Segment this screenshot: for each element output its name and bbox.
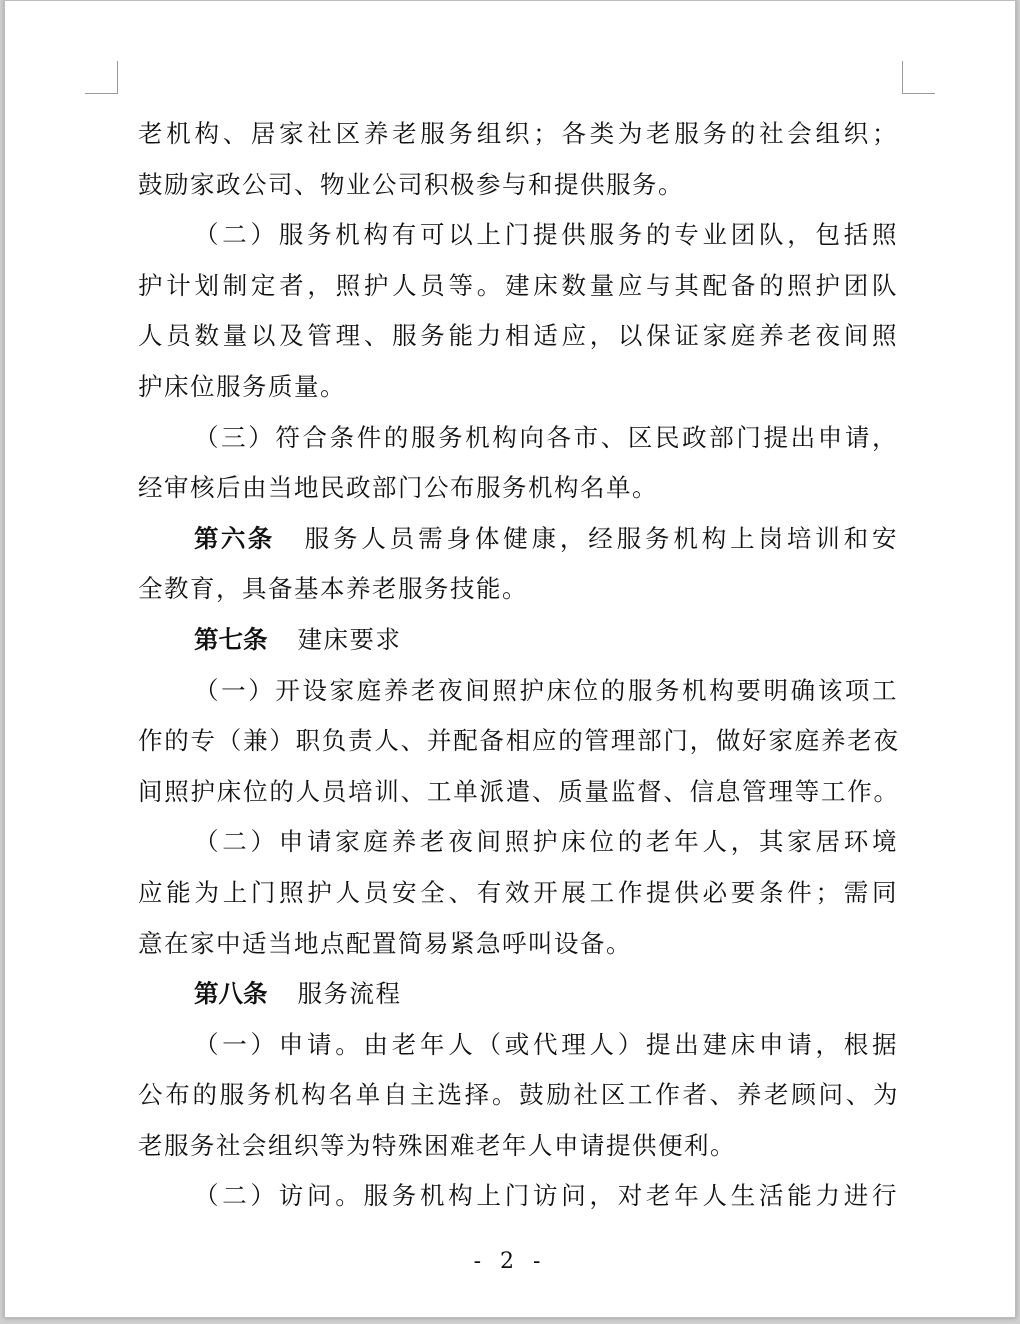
text-line: 护计划制定者，照护人员等。建床数量应与其配备的照护团队 [138,270,898,300]
article-text: 服务人员需身体健康，经服务机构上岗培训和安 [304,523,898,553]
article-text: 服务流程 [297,979,402,1009]
text-line: 经审核后由当地民政部门公布服务机构名单。 [138,473,658,503]
text-line: 老服务社会组织等为特殊困难老年人申请提供便利。 [138,1130,736,1160]
article-line [138,514,898,565]
text-line: 人员数量以及管理、服务能力相适应，以保证家庭养老夜间照 [138,321,898,351]
article-title: 第八条 [194,979,268,1009]
article-title: 第七条 [194,624,268,654]
text-line: （三）符合条件的服务机构向各市、区民政部门提出申请， [194,422,898,452]
text-line: （一）申请。由老年人（或代理人）提出建床申请，根据 [194,1029,898,1059]
article-text: 建床要求 [297,624,402,654]
text-line: 老机构、居家社区养老服务组织；各类为老服务的社会组织； [138,119,898,148]
text-line: 间照护床位的人员培训、工单派遣、质量监督、信息管理等工作。 [138,776,898,806]
text-line: 应能为上门照护人员安全、有效开展工作提供必要条件；需同 [138,877,898,907]
article-title: 第六条 [194,523,275,553]
text-line: 作的专（兼）职负责人、并配备相应的管理部门，做好家庭养老夜 [138,726,898,756]
text-line: （二）申请家庭养老夜间照护床位的老年人，其家居环境 [194,827,898,857]
crop-mark-top-left [85,61,118,94]
text-line: 护床位服务质量。 [138,371,346,401]
text-line: 意在家中适当地点配置简易紧急呼叫设备。 [138,928,632,958]
document-page [4,0,1016,1318]
text-line: （二）访问。服务机构上门访问，对老年人生活能力进行 [194,1181,898,1211]
article-line [138,969,898,1020]
text-line: （一）开设家庭养老夜间照护床位的服务机构要明确该项工 [194,675,898,705]
article-line [138,615,898,666]
text-line: 鼓励家政公司、物业公司积极参与和提供服务。 [138,169,684,199]
document-body [138,109,898,1222]
text-line: （二）服务机构有可以上门提供服务的专业团队，包括照 [194,220,898,250]
text-line: 公布的服务机构名单自主选择。鼓励社区工作者、养老顾问、为 [138,1080,898,1110]
crop-mark-top-right [902,61,935,94]
text-line: 全教育，具备基本养老服务技能。 [138,574,528,604]
page-number: - 2 - [473,1249,547,1274]
